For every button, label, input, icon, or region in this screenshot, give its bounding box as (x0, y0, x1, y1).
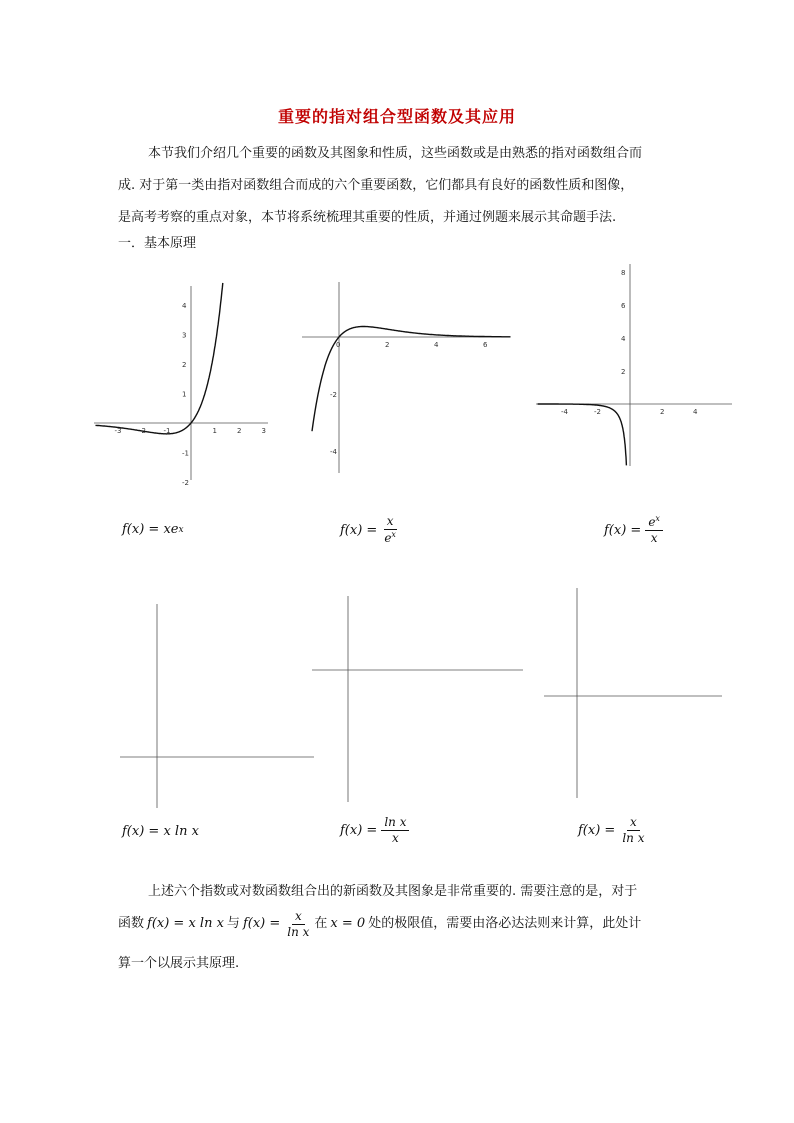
tick-label: 0 (336, 341, 341, 349)
tick-label: -4 (561, 408, 568, 416)
formula-x-over-lnx: f(x) = $\frac{x}{\text{ln x}}$ (578, 815, 645, 845)
formula-ex-over-x: f(x) = $\frac{e^x}{x}$ (604, 514, 663, 546)
tick-label: 2 (621, 368, 626, 376)
intro-line-2: 成. 对于第一类由指对函数组合而成的六个重要函数，它们都具有良好的函数性质和图像， (118, 178, 634, 193)
graph-xex (90, 282, 270, 487)
document-title: 重要的指对组合型函数及其应用 (277, 107, 516, 126)
graph-x-lnx (118, 602, 318, 812)
tick-label: -2 (182, 479, 189, 487)
section-heading: 一．基本原理 (118, 236, 197, 251)
tick-label: -1 (182, 449, 189, 458)
tick-label: 1 (212, 427, 217, 435)
tick-label: 1 (182, 390, 187, 399)
tick-label: -3 (114, 427, 122, 435)
tick-label: 4 (434, 341, 439, 349)
tick-label: 2 (182, 361, 187, 369)
graph-x-over-ex (300, 280, 510, 475)
closing-line-3: 算一个以展示其原理. (118, 956, 240, 971)
formula-xex: f(x) = xe x (122, 522, 184, 537)
tick-label: 3 (261, 427, 266, 435)
tick-label: -1 (163, 427, 171, 435)
formula-lnx-over-x: f(x) = $\frac{\text{ln x}}{x}$ (340, 815, 409, 846)
tick-label: -4 (330, 448, 337, 456)
tick-label: 4 (621, 335, 626, 343)
closing-line-1: 上述六个指数或对数函数组合出的新函数及其图象是非常重要的. 需要注意的是，对于 (148, 884, 638, 899)
graph-lnx-over-x (310, 594, 525, 804)
tick-label: 2 (660, 408, 665, 416)
intro-line-1: 本节我们介绍几个重要的函数及其图象和性质，这些函数或是由熟悉的指对函数组合而 (148, 146, 643, 161)
tick-label: 8 (621, 269, 626, 277)
tick-label: -2 (139, 427, 146, 435)
tick-label: 2 (385, 341, 390, 349)
graph-ex-over-x (534, 262, 734, 468)
tick-label: 4 (182, 302, 187, 310)
tick-label: 3 (182, 331, 187, 340)
graph-x-over-lnx (542, 586, 724, 800)
closing-line-2: 函数 f(x) = x ln x 与 f(x) = $\frac{x}{\text{ln x}}$ 在 x = 0 处的极限值，需要由洛必达法则来计算，此处计 (118, 908, 642, 939)
tick-label: -2 (330, 391, 337, 399)
intro-line-3: 是高考考察的重点对象，本节将系统梳理其重要的性质，并通过例题来展示其命题手法. (118, 210, 617, 225)
tick-label: -2 (594, 408, 601, 416)
formula-x-lnx: f(x) = x ln x (122, 824, 199, 839)
tick-label: 6 (621, 302, 626, 310)
formula-x-over-ex: f(x) = $\frac{x}{e^x}$ (340, 514, 396, 545)
tick-label: 6 (483, 341, 488, 349)
tick-label: 2 (237, 427, 242, 435)
tick-label: 4 (693, 408, 698, 416)
